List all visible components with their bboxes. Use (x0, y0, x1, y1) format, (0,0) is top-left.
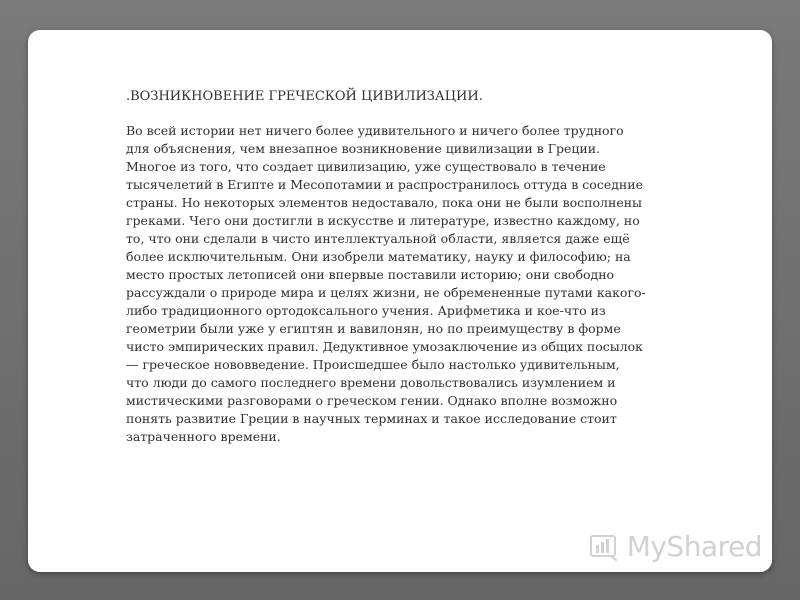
myshared-watermark-text: MyShared (626, 530, 762, 563)
slide-title: .ВОЗНИКНОВЕНИЕ ГРЕЧЕСКОЙ ЦИВИЛИЗАЦИИ. (126, 89, 483, 104)
slide-body-text: Во всей истории нет ничего более удивительного и ничего более трудного для объяснения, чем внезапное возникновение цивилизации в Греции. Многое из того, что создает цивилизацию, уже существовало в течение тысячелетий в Египте и Месопотамии и распространилось оттуда в соседние страны. Но некоторых элементов недоставало, пока они не были восполнены греками. Чего они достигли в искусстве и литературе, известно каждому, но то, что они сделали в чисто интеллектуальной области, является даже ещё более исключительным. Они изобрели математику, науку и философию; на место простых летописей они впервые поставили историю; они свободно рассуждали о природе мира и целях жизни, не обремененные путами какого-либо традиционного ортодоксального учения. Арифметика и кое-что из геометрии были уже у египтян и вавилонян, но по преимуществу в форме чисто эмпирических правил. Дедуктивное умозаключение из общих посылок — греческое нововведение. Происшедшее было настолько удивительным, что люди до самого последнего времени довольствовались изумлением и мистическими разговорами о греческом гении. Однако вполне возможно понять развитие Греции в научных терминах и такое исследование стоит затраченного времени. (126, 123, 646, 444)
myshared-logo-icon (589, 533, 621, 561)
slide (28, 30, 772, 572)
myshared-watermark (589, 532, 762, 562)
slide-content (126, 88, 646, 446)
